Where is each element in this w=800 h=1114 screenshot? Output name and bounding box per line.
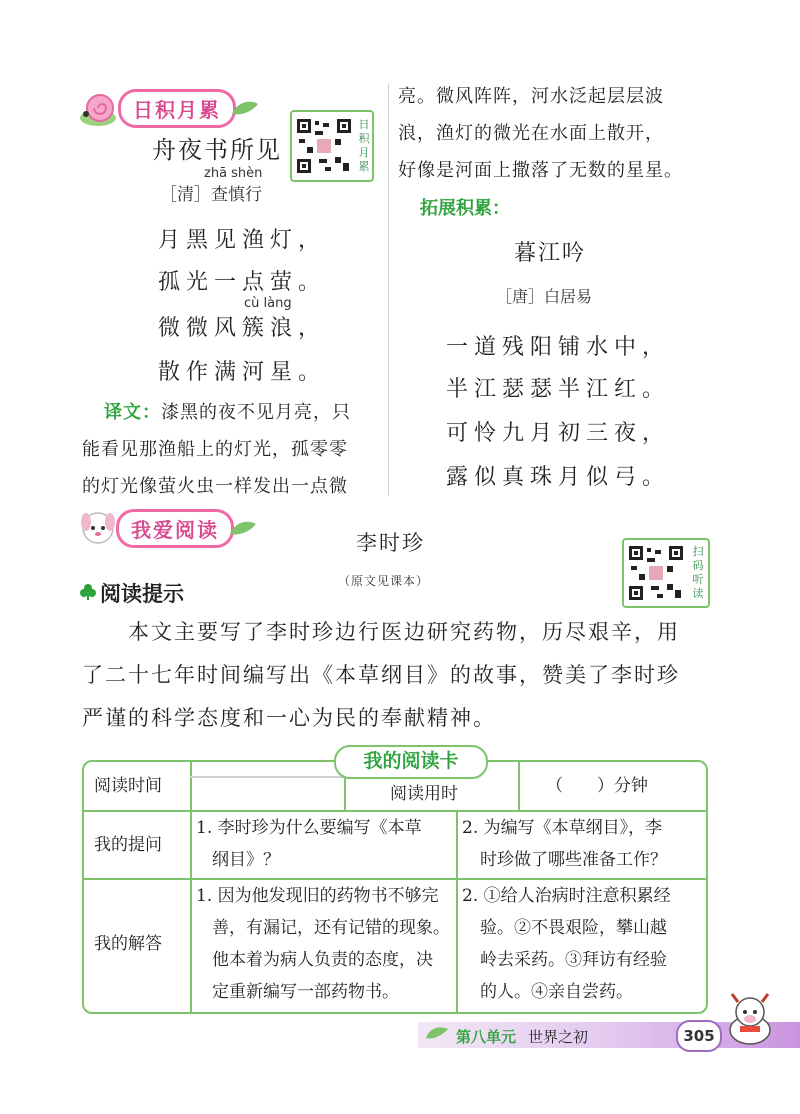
translation-label: 译文： bbox=[104, 402, 161, 423]
footer-unit: 第八单元 bbox=[456, 1028, 517, 1046]
poem-author: ［清］查慎行 bbox=[160, 185, 262, 205]
leaf-icon bbox=[230, 98, 260, 118]
answer-1-line-1: 1. 因为他发现旧的药物书不够完 bbox=[196, 886, 439, 906]
column-divider bbox=[388, 84, 389, 496]
dog-mascot-icon bbox=[76, 508, 120, 548]
answer-2-line-3: 岭去采药。③拜访有经验 bbox=[480, 950, 667, 970]
leaf-icon bbox=[424, 1024, 450, 1042]
reading-title: 李时珍 bbox=[356, 531, 425, 555]
extend-line-1: 一道残阳铺水中， bbox=[446, 335, 671, 360]
row-label-time: 阅读时间 bbox=[94, 776, 162, 796]
section-badge-label: 日积月累 bbox=[118, 89, 236, 128]
question-1-line-1: 1. 李时珍为什么要编写《本草 bbox=[196, 818, 422, 838]
hint-label: 阅读提示 bbox=[100, 582, 184, 606]
poem-line-4: 散作满河星。 bbox=[158, 360, 327, 385]
snail-mascot-icon bbox=[78, 88, 122, 128]
page-number: 305 bbox=[676, 1020, 722, 1052]
poem-line-2: 孤光一点萤。 bbox=[158, 270, 327, 295]
extend-poem-title: 暮江吟 bbox=[514, 241, 587, 266]
card-inner-line bbox=[190, 776, 344, 778]
translation-line-3: 的灯光像萤火虫一样发出一点微 bbox=[82, 476, 348, 497]
card-col-divider bbox=[344, 776, 346, 810]
translation-cont-3: 好像是河面上撒落了无数的星星。 bbox=[398, 160, 683, 181]
translation-cont-2: 浪，渔灯的微光在水面上散开， bbox=[398, 123, 664, 144]
extend-line-2: 半江瑟瑟半江红。 bbox=[446, 377, 671, 402]
answer-1-line-3: 他本着为病人负责的态度，决 bbox=[212, 950, 433, 970]
extend-label: 拓展积累： bbox=[420, 198, 510, 219]
answer-1-line-4: 定重新编写一部药物书。 bbox=[212, 982, 399, 1002]
row-label-answer: 我的解答 bbox=[94, 934, 162, 954]
author-pinyin: zhā shèn bbox=[204, 166, 263, 181]
translation-text-1: 漆黑的夜不见月亮，只 bbox=[161, 402, 351, 423]
answer-2-line-4: 的人。④亲自尝药。 bbox=[480, 982, 633, 1002]
qr-label: 日积月累 bbox=[358, 118, 370, 173]
card-col-divider bbox=[518, 762, 520, 810]
reading-subtitle: （原文见课本） bbox=[338, 574, 430, 588]
poem-line-3: 微微风簇浪， bbox=[158, 316, 327, 341]
row-label-question: 我的提问 bbox=[94, 835, 162, 855]
poem-title: 舟夜书所见 bbox=[152, 136, 282, 164]
answer-2-line-2: 验。②不畏艰险，攀山越 bbox=[480, 918, 667, 938]
reading-card-title: 我的阅读卡 bbox=[334, 745, 488, 779]
line3-pinyin: cù làng bbox=[244, 296, 292, 311]
row-mid-duration: 阅读用时 bbox=[390, 784, 458, 804]
translation-line-1 bbox=[104, 394, 388, 431]
extend-line-4: 露似真珠月似弓。 bbox=[446, 465, 671, 490]
section-badge-reading bbox=[76, 508, 258, 548]
qr-code-reading[interactable] bbox=[622, 538, 710, 608]
hint-line-1: 本文主要写了李时珍边行医边研究药物，历尽艰辛，用 bbox=[128, 620, 680, 644]
card-col-divider bbox=[190, 762, 192, 1012]
question-1-line-2: 纲目》？ bbox=[212, 850, 280, 870]
question-2-line-1: 2. 为编写《本草纲目》，李 bbox=[462, 818, 663, 838]
extend-poem-author: ［唐］白居易 bbox=[496, 287, 593, 306]
translation-line-2: 能看见那渔船上的灯光，孤零零 bbox=[82, 439, 348, 460]
qr-code-icon bbox=[295, 117, 353, 175]
clover-icon bbox=[80, 584, 96, 600]
poem-line-1: 月黑见渔灯， bbox=[158, 228, 327, 253]
duration-input[interactable]: （ ）分钟 bbox=[546, 776, 648, 796]
qr-code-icon bbox=[627, 544, 685, 602]
card-col-divider bbox=[456, 810, 458, 1012]
leaf-icon bbox=[228, 518, 258, 538]
qr-label-reading: 扫码听读 bbox=[692, 545, 704, 600]
question-2-line-2: 时珍做了哪些准备工作？ bbox=[480, 850, 667, 870]
translation-cont-1: 亮。微风阵阵，河水泛起层层波 bbox=[398, 86, 664, 107]
answer-2-line-1: 2. ①给人治病时注意积累经 bbox=[462, 886, 671, 906]
footer-unit-title: 世界之初 bbox=[528, 1028, 589, 1046]
section-badge-daily bbox=[78, 88, 260, 128]
hint-line-2: 了二十七年时间编写出《本草纲目》的故事，赞美了李时珍 bbox=[82, 663, 680, 687]
hint-line-3: 严谨的科学态度和一心为民的奉献精神。 bbox=[82, 706, 496, 730]
section-badge-label-reading: 我爱阅读 bbox=[116, 509, 234, 548]
cow-mascot-icon bbox=[720, 990, 780, 1048]
extend-line-3: 可怜九月初三夜， bbox=[446, 421, 671, 446]
reading-card bbox=[82, 760, 708, 1014]
answer-1-line-2: 善，有漏记，还有记错的现象。 bbox=[212, 918, 450, 938]
qr-code-daily[interactable] bbox=[290, 110, 374, 182]
